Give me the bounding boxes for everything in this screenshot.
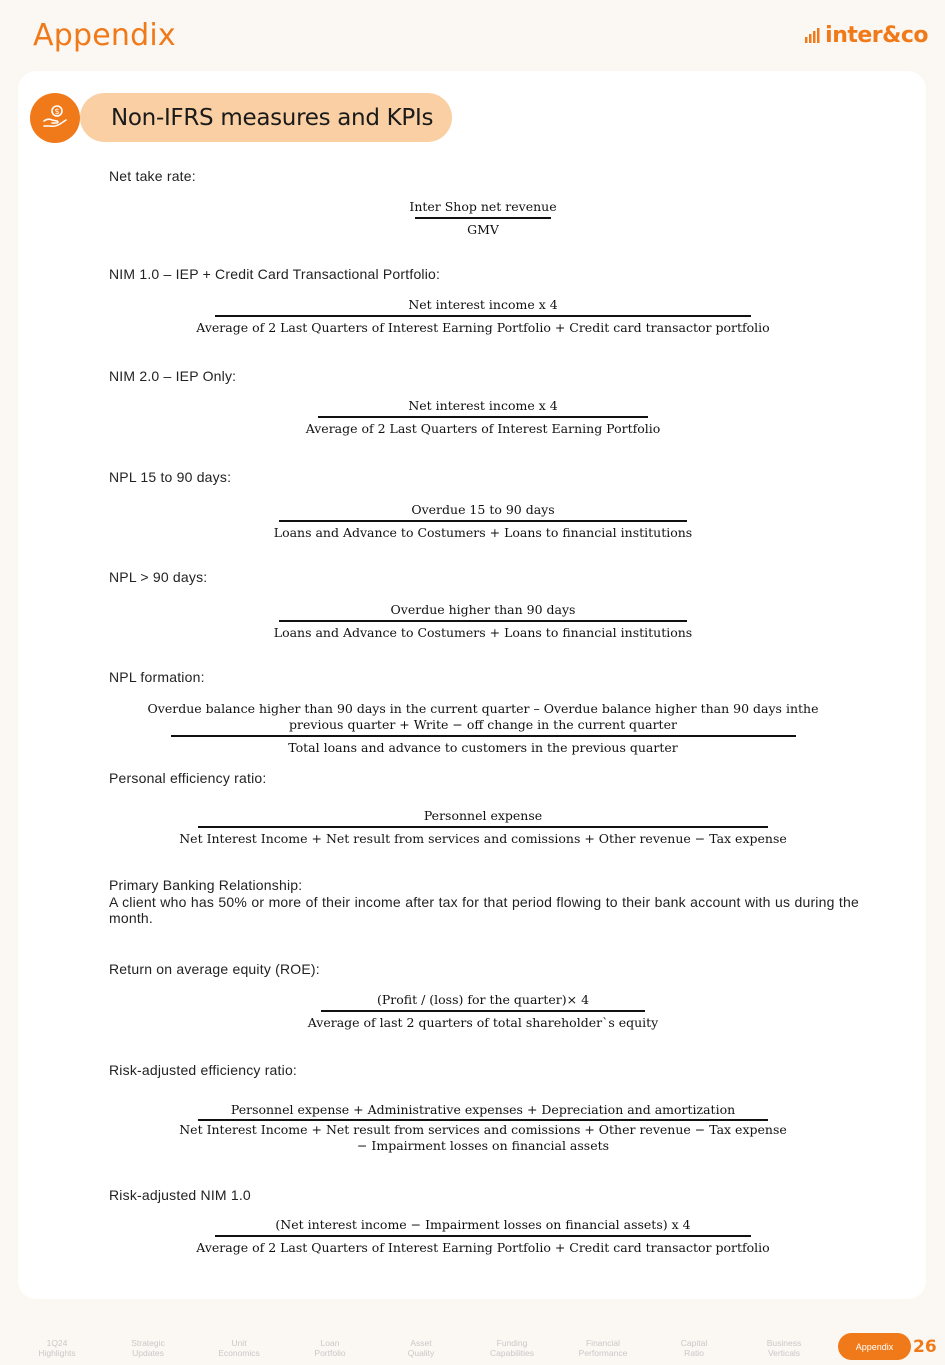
net-take-rate-formula	[0, 199, 945, 238]
nim-2-formula	[0, 398, 945, 437]
footer-nav	[0, 1330, 945, 1365]
formula-numerator: (Profit / (loss) for the quarter)× 4	[376, 992, 590, 1007]
nav-item-financial[interactable]	[563, 1338, 643, 1358]
section-title: Non-IFRS measures and KPIs	[111, 104, 434, 131]
nav-item-strategic[interactable]	[108, 1338, 188, 1358]
fraction-bar	[279, 520, 687, 522]
fraction-bar	[215, 315, 751, 317]
fraction-bar	[318, 416, 648, 418]
nav-item-label: Capital Ratio	[680, 1338, 708, 1358]
nav-item-business[interactable]	[744, 1338, 824, 1358]
risk-adj-nim-formula	[0, 1217, 945, 1256]
roe-formula	[0, 992, 945, 1031]
formula-denominator: Average of last 2 quarters of total shareholder`s equity	[307, 1014, 659, 1030]
roe-label: Return on average equity (ROE):	[109, 961, 320, 977]
fraction-bar	[198, 1119, 768, 1121]
nav-item-label: Business Verticals	[766, 1338, 802, 1358]
formula-denominator: GMV	[467, 221, 499, 237]
nav-item-label: Asset Quality	[407, 1338, 435, 1358]
personal-efficiency-formula	[0, 808, 945, 847]
nav-item-funding[interactable]	[472, 1338, 552, 1358]
nav-item-label: Funding Capabilities	[490, 1338, 534, 1358]
formula-numerator: Inter Shop net revenue	[409, 199, 557, 214]
primary-banking-description: A client who has 50% or more of their income after tax for that period flowing to their bank account with us during the month.	[109, 894, 859, 926]
nim-1-label: NIM 1.0 – IEP + Credit Card Transactional Portfolio:	[109, 266, 441, 282]
formula-denominator: Average of 2 Last Quarters of Interest Earning Portfolio	[305, 420, 661, 436]
formula-denominator: Loans and Advance to Costumers + Loans to financial institutions	[273, 624, 693, 640]
personal-efficiency-label: Personal efficiency ratio:	[109, 770, 267, 786]
nav-item-capital[interactable]	[654, 1338, 734, 1358]
formula-numerator: Personnel expense + Administrative expenses + Depreciation and amortization	[230, 1102, 736, 1117]
formula-denominator: Total loans and advance to customers in the previous quarter	[288, 739, 678, 755]
npl-formation-label: NPL formation:	[109, 669, 205, 685]
formula-denominator-line-2: − Impairment losses on financial assets	[356, 1137, 610, 1153]
fraction-bar	[415, 217, 551, 219]
logo-mark-icon	[805, 26, 823, 44]
fraction-bar	[279, 620, 687, 622]
formula-numerator-line-2: previous quarter + Write − off change in the current quarter	[289, 717, 677, 732]
fraction-bar	[215, 1235, 751, 1237]
formula-denominator-line-1: Net Interest Income + Net result from services and comissions + Other revenue − Tax expense	[179, 1121, 787, 1137]
npl-15-90-label: NPL 15 to 90 days:	[109, 469, 232, 485]
nav-item-label: Unit Economics	[218, 1338, 260, 1358]
risk-adj-efficiency-label: Risk-adjusted efficiency ratio:	[109, 1062, 298, 1078]
svg-text:$: $	[54, 107, 60, 116]
company-logo	[805, 22, 928, 48]
formula-numerator: Personnel expense	[423, 808, 543, 823]
npl-formation-formula	[0, 701, 945, 756]
logo-text: inter&co	[825, 22, 928, 48]
fraction-bar	[321, 1010, 645, 1012]
npl-15-90-formula	[0, 502, 945, 541]
section-title-pill	[80, 93, 452, 142]
risk-adj-efficiency-formula	[0, 1102, 945, 1154]
nav-item-appendix-active[interactable]: Appendix	[838, 1333, 911, 1360]
formula-denominator: Net Interest Income + Net result from services and comissions + Other revenue − Tax expense	[179, 830, 787, 846]
formula-numerator: Net interest income x 4	[408, 297, 558, 312]
formula-numerator: Net interest income x 4	[408, 398, 558, 413]
primary-banking-label: Primary Banking Relationship:	[109, 877, 303, 893]
nim-2-label: NIM 2.0 – IEP Only:	[109, 368, 237, 384]
formula-denominator: Average of 2 Last Quarters of Interest Earning Portfolio + Credit card transactor portfolio	[196, 319, 770, 335]
formula-denominator: Loans and Advance to Costumers + Loans to financial institutions	[273, 524, 693, 540]
formula-denominator: Average of 2 Last Quarters of Interest Earning Portfolio + Credit card transactor portfolio	[196, 1239, 770, 1255]
nav-item-label: Loan Portfolio	[314, 1338, 346, 1358]
fraction-bar	[171, 735, 796, 737]
formula-numerator-line-1: Overdue balance higher than 90 days in the current quarter – Overdue balance higher than 90 days inthe	[147, 701, 819, 716]
nim-1-formula	[0, 297, 945, 336]
nav-item-asset-quality[interactable]	[381, 1338, 461, 1358]
nav-item-loan-portfolio[interactable]	[290, 1338, 370, 1358]
nav-item-label: 1Q24 Highlights	[38, 1338, 76, 1358]
formula-numerator: Overdue higher than 90 days	[390, 602, 576, 617]
nav-item-label: Financial Performance	[578, 1338, 628, 1358]
formula-numerator: Overdue 15 to 90 days	[411, 502, 555, 517]
page-number: 26	[913, 1337, 937, 1357]
nav-item-unit-economics[interactable]	[199, 1338, 279, 1358]
risk-adj-nim-label: Risk-adjusted NIM 1.0	[109, 1187, 251, 1203]
page-title: Appendix	[33, 18, 176, 53]
net-take-rate-label: Net take rate:	[109, 168, 196, 184]
hand-dollar-icon	[30, 93, 80, 143]
npl-90-formula	[0, 602, 945, 641]
nav-item-highlights[interactable]	[17, 1338, 97, 1358]
fraction-bar	[198, 826, 768, 828]
npl-90-label: NPL > 90 days:	[109, 569, 208, 585]
formula-numerator: (Net interest income − Impairment losses on financial assets) x 4	[275, 1217, 691, 1232]
nav-item-label: Strategic Updates	[131, 1338, 165, 1358]
